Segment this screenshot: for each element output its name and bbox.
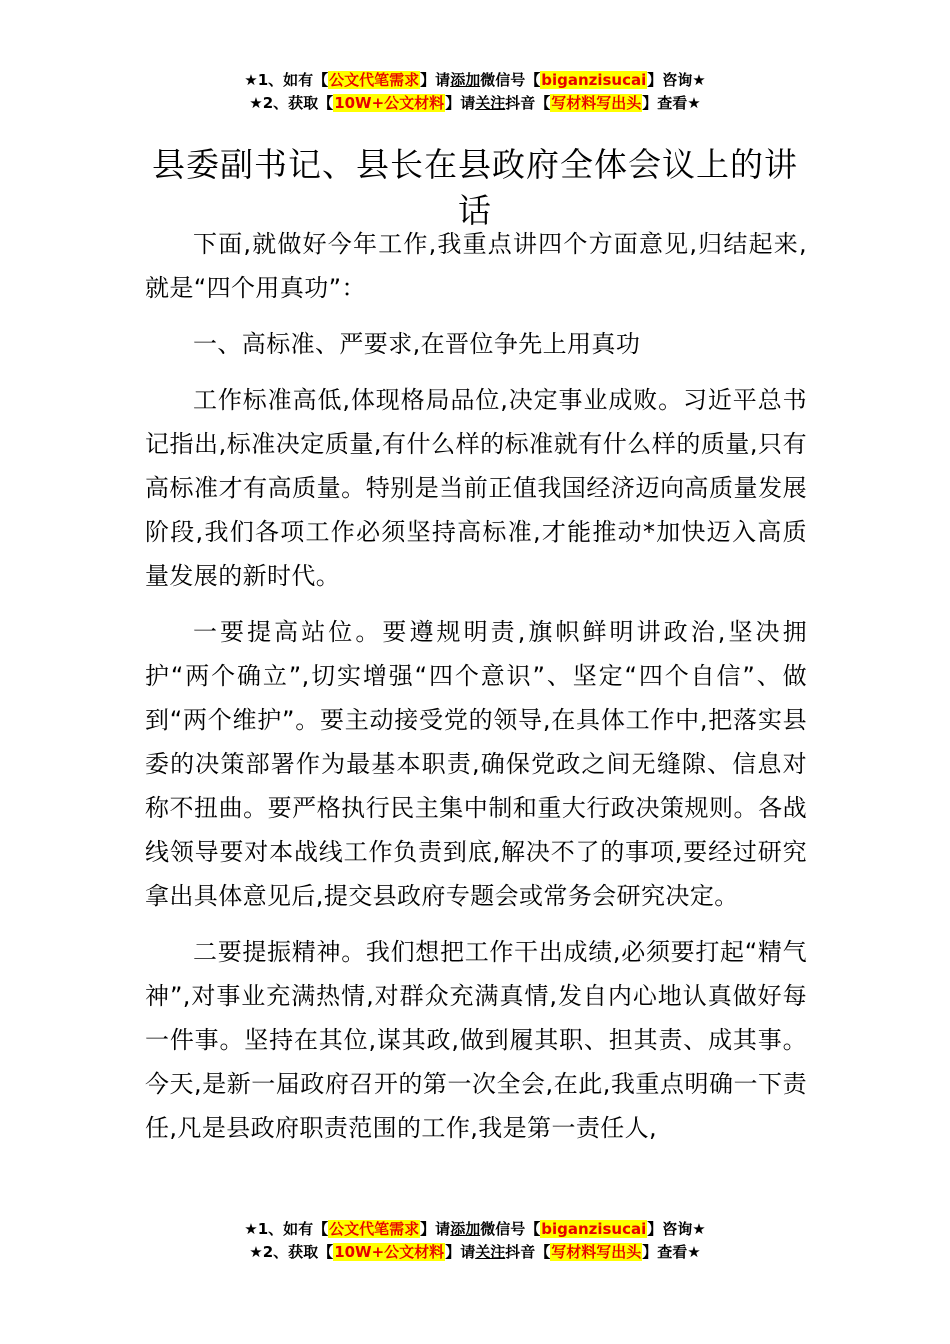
- paragraph: 工作标准高低,体现格局品位,决定事业成败。习近平总书记指出,标准决定质量,有什么样的标准就有什么样的质量,只有高标准才有高质量。特别是当前正值我国经济迈向高质量发展阶段,我们各项工作必须坚持高标准,才能推动*加快迈入高质量发展的新时代。: [145, 386, 807, 590]
- highlight-service: 公文代笔需求: [329, 1220, 420, 1238]
- promo-line-1: ★1、如有【公文代笔需求】请添加微信号【biganzisucai】咨询★: [244, 71, 706, 89]
- document-title: 县委副书记、县长在县政府全体会议上的讲话: [152, 145, 798, 231]
- highlight-service: 公文代笔需求: [329, 71, 420, 89]
- paragraph: 二要提振精神。我们想把工作干出成绩,必须要打起“精气神”,对事业充满热情,对群众充满真情,发自内心地认真做好每一件事。坚持在其位,谋其政,做到履其职、担其责、成其事。今天,是新一届政府召开的第一次全会,在此,我重点明确一下责任,凡是县政府职责范围的工作,我是第一责任人,: [145, 938, 807, 1142]
- paragraph: 一要提高站位。要遵规明责,旗帜鲜明讲政治,坚决拥护“两个确立”,切实增强“四个意识”、坚定“四个自信”、做到“两个维护”。要主动接受党的领导,在具体工作中,把落实县委的决策部署作为最基本职责,确保党政之间无缝隙、信息对称不扭曲。要严格执行民主集中制和重大行政决策规则。各战线领导要对本战线工作负责到底,解决不了的事项,要经过研究拿出具体意见后,提交县政府专题会或常务会研究决定。: [145, 618, 807, 910]
- highlight-douyin-account: 写材料写出头: [551, 1243, 642, 1261]
- section-heading-1: 一、高标准、严要求,在晋位争先上用真功: [193, 330, 641, 358]
- highlight-wechat-id: biganzisucai: [541, 71, 647, 89]
- promo-banner-bottom: [0, 1218, 950, 1264]
- promo-line-2: ★2、获取【10W+公文材料】请关注抖音【写材料写出头】查看★: [249, 1243, 701, 1261]
- promo-banner-top: [0, 69, 950, 115]
- document-body: [145, 222, 807, 1162]
- highlight-wechat-id: biganzisucai: [541, 1220, 647, 1238]
- highlight-douyin-account: 写材料写出头: [551, 94, 642, 112]
- promo-line-2: ★2、获取【10W+公文材料】请关注抖音【写材料写出头】查看★: [249, 94, 701, 112]
- promo-line-1: ★1、如有【公文代笔需求】请添加微信号【biganzisucai】咨询★: [244, 1220, 706, 1238]
- highlight-materials: 10W+公文材料: [334, 1243, 445, 1261]
- highlight-materials: 10W+公文材料: [334, 94, 445, 112]
- paragraph-intro: 下面,就做好今年工作,我重点讲四个方面意见,归结起来,就是“四个用真功”：: [145, 230, 807, 302]
